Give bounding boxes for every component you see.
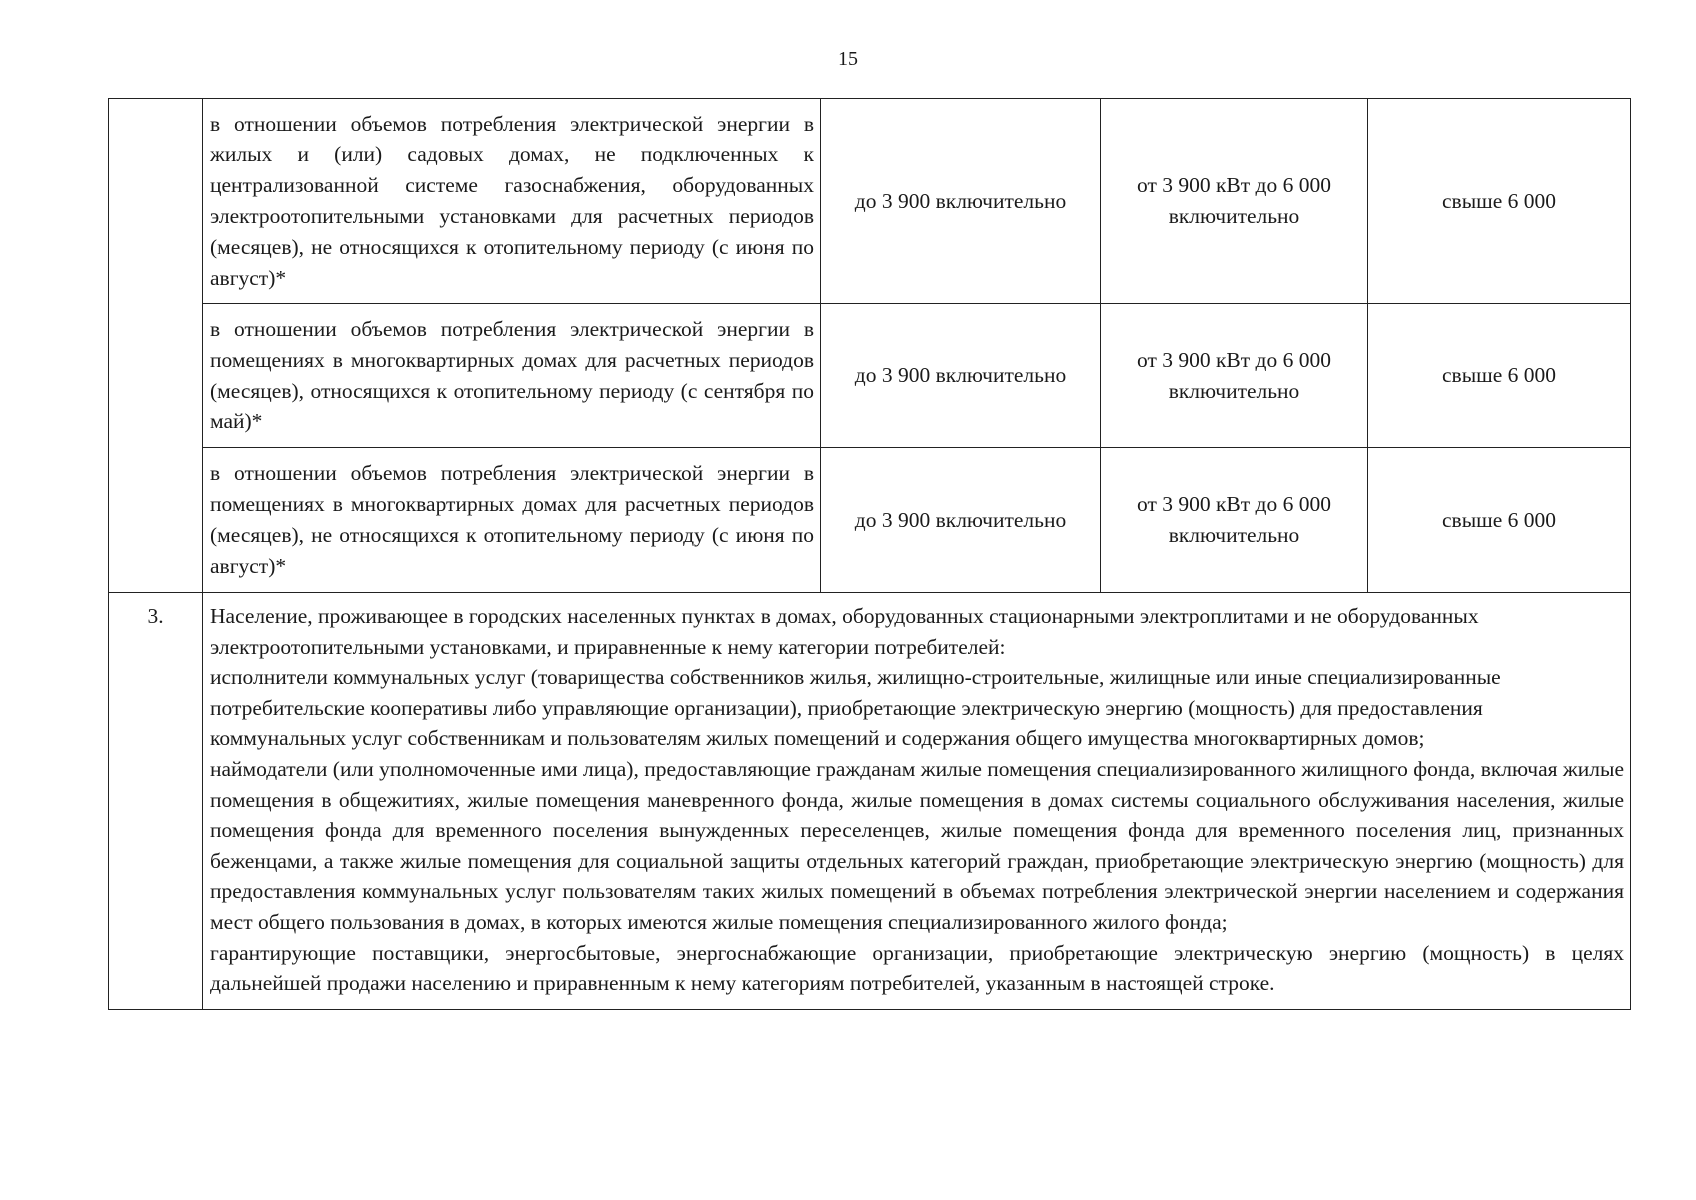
row-number-cell (109, 99, 203, 593)
table-row (109, 448, 1631, 593)
range-high: свыше 6 000 (1368, 99, 1631, 304)
page-number: 15 (838, 48, 858, 70)
section-paragraph: гарантирующие поставщики, энергосбытовые, энергоснабжающие организации, приобретающие электрическую энергию (мощность) в целях дальнейшей продажи населению и приравненным к нему категориям потребителей, указанным в настоящей строке. (210, 940, 1624, 996)
range-low: до 3 900 включительно (821, 99, 1101, 304)
consumption-description: в отношении объемов потребления электрической энергии в жилых и (или) садовых домах, не подключенных к централизованной системе газоснабжения, оборудованных электроотопительными установками для расчетных периодов (месяцев), не относящихся к отопительному периоду (с июня по август)* (203, 99, 821, 304)
table-row (109, 304, 1631, 448)
section-paragraph: исполнители коммунальных услуг (товарищества собственников жилья, жилищно-строительные, жилищные или иные специализированные потребительские кооперативы либо управляющие организации), приобретающие электрическую энергию (мощность) для предоставления коммунальных услуг собственникам и пользователям жилых помещений и содержания общего имущества многоквартирных домов; (210, 665, 1501, 751)
range-low: до 3 900 включительно (821, 304, 1101, 448)
section-description (203, 593, 1631, 1010)
range-low: до 3 900 включительно (821, 448, 1101, 593)
table-row (109, 99, 1631, 304)
section-paragraph: наймодатели (или уполномоченные ими лица), предоставляющие гражданам жилые помещения специализированного жилищного фонда, включая жилые помещения в общежитиях, жилые помещения маневренного фонда, жилые помещения в домах системы социального обслуживания населения, жилые помещения фонда для временного поселения вынужденных переселенцев, жилые помещения фонда для временного поселения лиц, признанных беженцами, а также жилые помещения для социальной защиты отдельных категорий граждан, приобретающие электрическую энергию (мощность) для предоставления коммунальных услуг пользователям таких жилых помещений в объемах потребления электрической энергии населением и содержания мест общего пользования в домах, в которых имеются жилые помещения специализированного жилого фонда; (210, 756, 1624, 934)
range-mid: от 3 900 кВт до 6 000 включительно (1101, 448, 1368, 593)
range-high: свыше 6 000 (1368, 448, 1631, 593)
range-high: свыше 6 000 (1368, 304, 1631, 448)
section-row (109, 593, 1631, 1010)
section-number: 3. (109, 593, 203, 1010)
section-paragraph: Население, проживающее в городских населенных пунктах в домах, оборудованных стационарными электроплитами и не оборудованных электроотопительными установками, и приравненные к нему категории потребителей: (210, 604, 1479, 659)
range-mid: от 3 900 кВт до 6 000 включительно (1101, 99, 1368, 304)
consumption-description: в отношении объемов потребления электрической энергии в помещениях в многоквартирных домах для расчетных периодов (месяцев), не относящихся к отопительному периоду (с июня по август)* (203, 448, 821, 593)
tariff-table (108, 98, 1631, 1010)
consumption-description: в отношении объемов потребления электрической энергии в помещениях в многоквартирных домах для расчетных периодов (месяцев), относящихся к отопительному периоду (с сентября по май)* (203, 304, 821, 448)
range-mid: от 3 900 кВт до 6 000 включительно (1101, 304, 1368, 448)
